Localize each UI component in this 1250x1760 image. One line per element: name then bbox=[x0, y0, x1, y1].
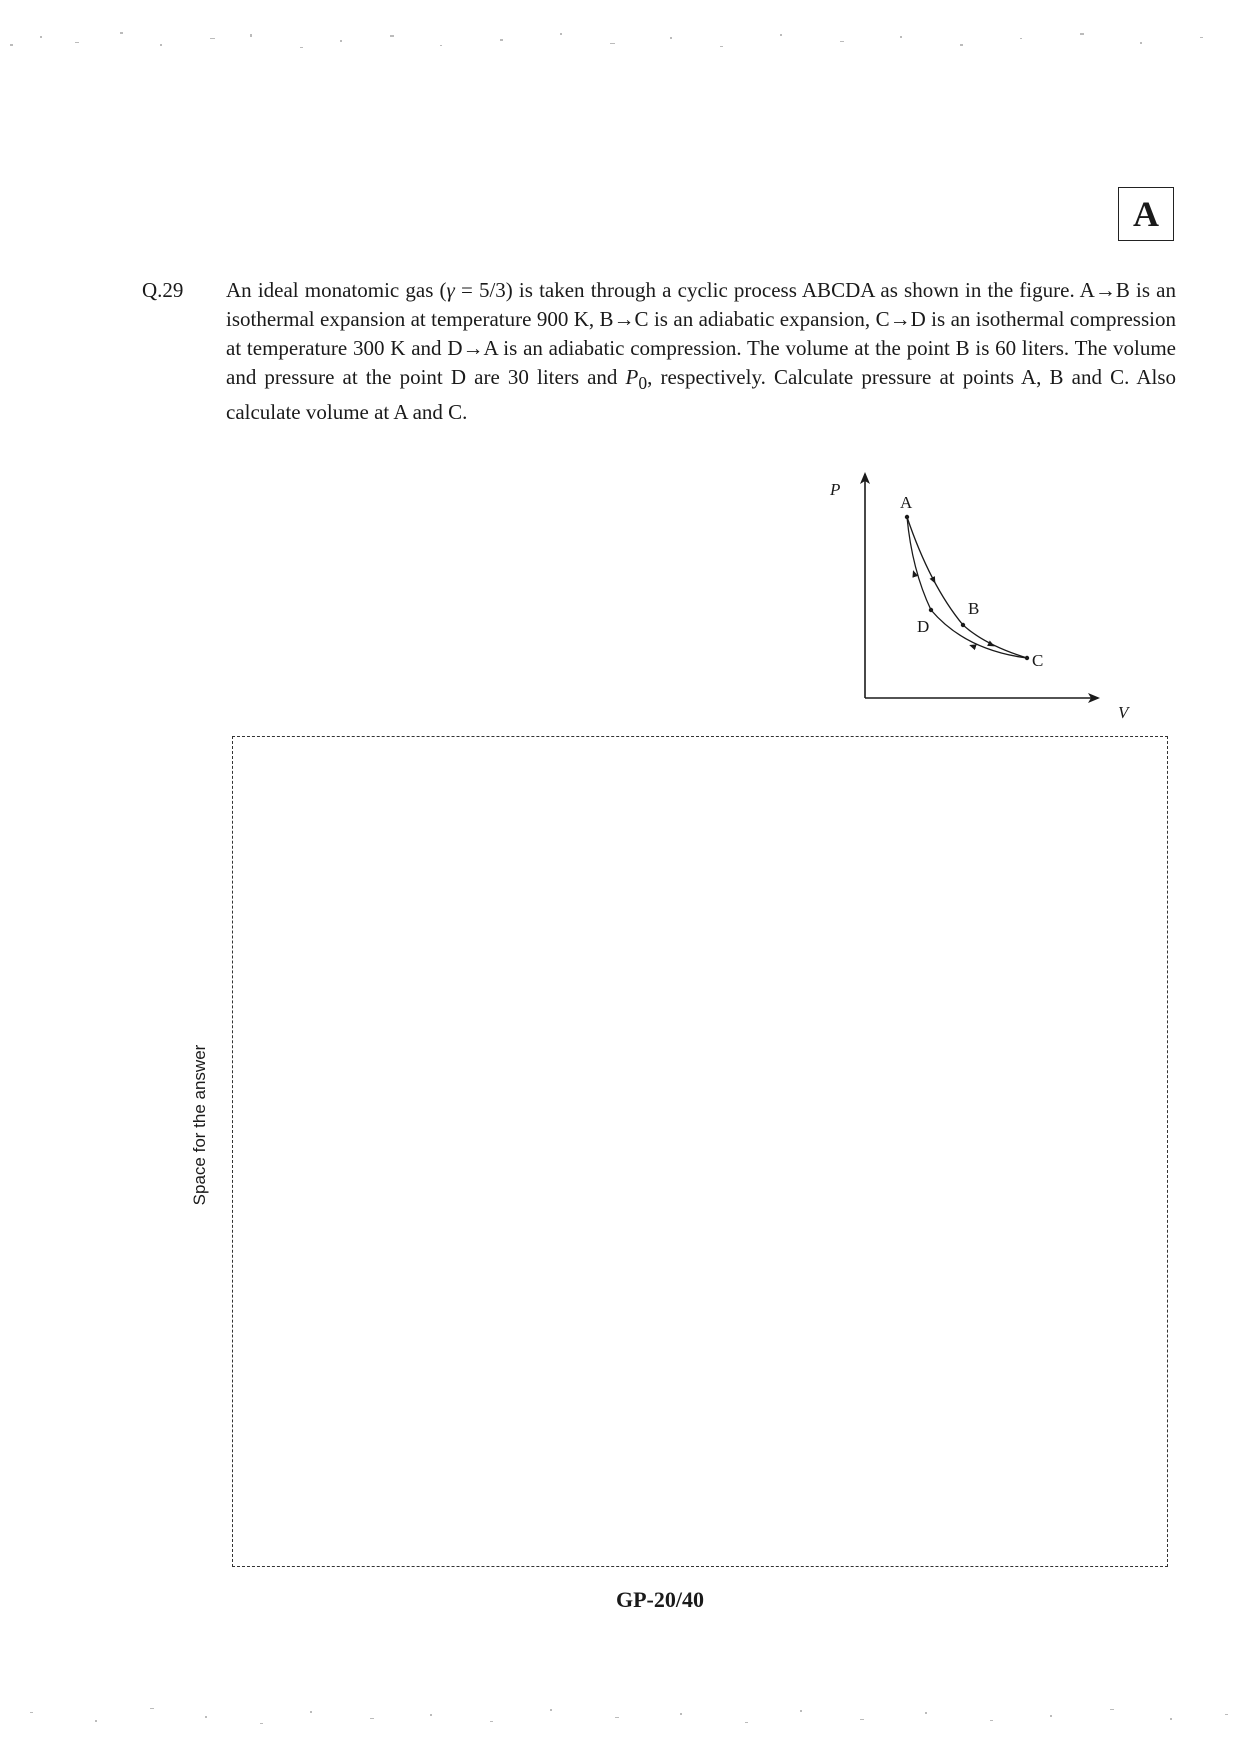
page-number: GP-20/40 bbox=[616, 1587, 704, 1612]
arrow-c-to-d bbox=[972, 646, 978, 648]
scan-noise-top bbox=[0, 14, 1250, 64]
point-d bbox=[929, 608, 933, 612]
pressure-subscript: 0 bbox=[638, 373, 648, 394]
answer-space-label: Space for the answer bbox=[190, 1044, 209, 1206]
question-text-body: = 5/3) is taken through a cyclic process ABCDA as shown in the figure. A→B is an isothermal expansion at temperature 900 K, B→C is an adiabatic expansion, C→D is an isothermal compression at temperature 300 K and D→A is an adiabatic compression. The volume at the point B is 60 liters. The volume and pressure at the point D are 30 liters and bbox=[226, 278, 1176, 389]
y-axis-label: P bbox=[830, 480, 841, 499]
paper-code: A bbox=[1133, 194, 1159, 234]
gamma-symbol: γ bbox=[446, 278, 455, 302]
point-b-label: B bbox=[968, 599, 980, 618]
point-c bbox=[1025, 656, 1029, 660]
isotherm-ab bbox=[907, 517, 963, 625]
pv-diagram bbox=[800, 460, 1160, 730]
adiabat-bc bbox=[963, 625, 1027, 658]
pressure-symbol: P bbox=[625, 365, 639, 389]
paper-code-box bbox=[1118, 187, 1174, 241]
scan-noise-bottom bbox=[0, 1690, 1250, 1740]
point-c-label: C bbox=[1032, 651, 1044, 670]
question-text-intro: An ideal monatomic gas ( bbox=[226, 278, 447, 302]
pv-diagram-svg bbox=[800, 460, 1160, 730]
point-a bbox=[905, 515, 909, 519]
question-number: Q.29 bbox=[142, 278, 184, 302]
adiabat-da bbox=[907, 517, 931, 610]
point-b bbox=[961, 623, 965, 627]
answer-space-box[interactable] bbox=[232, 736, 1168, 1567]
arrow-d-to-a bbox=[914, 573, 916, 579]
point-a-label: A bbox=[900, 493, 913, 512]
point-d-label: D bbox=[917, 617, 930, 636]
question-text-end: , respectively. Calculate pressure at points A, B and C. Also calculate volume at A and C. bbox=[226, 365, 1176, 425]
question-text bbox=[226, 276, 1176, 427]
x-axis-label: V bbox=[1118, 703, 1129, 722]
